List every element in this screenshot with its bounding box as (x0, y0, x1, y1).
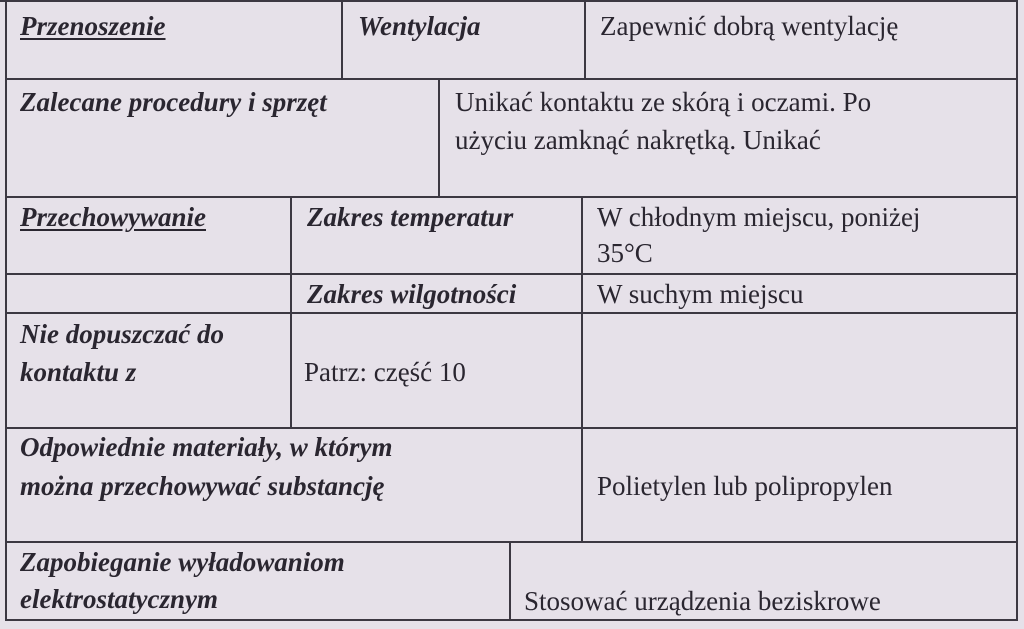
table-border (5, 78, 1018, 80)
wentylacja-label: Wentylacja (358, 11, 481, 41)
table-border (290, 196, 292, 429)
table-border (5, 619, 1018, 621)
table-border (509, 541, 511, 621)
table-border (584, 0, 586, 80)
kontakt-value: Patrz: część 10 (304, 357, 466, 387)
table-border (5, 0, 7, 621)
zalecane-label: Zalecane procedury i sprzęt (20, 87, 327, 117)
materialy-value: Polietylen lub polipropylen (597, 471, 893, 501)
table-border (341, 0, 343, 80)
wyladowania-label-line1: Zapobieganie wyładowaniom (20, 547, 345, 577)
table-border (5, 541, 1018, 543)
temperatur-value-line2: 35°C (597, 238, 653, 268)
wyladowania-label-line2: elektrostatycznym (20, 584, 218, 614)
table-border (5, 312, 1018, 314)
table-border (1016, 0, 1018, 621)
wilgotnosci-label: Zakres wilgotności (307, 279, 517, 309)
temperatur-value-line1: W chłodnym miejscu, poniżej (597, 202, 921, 232)
table-border (438, 78, 440, 198)
table-border (5, 273, 1018, 275)
zalecane-value-line2: użyciu zamknąć nakrętką. Unikać (455, 125, 821, 155)
zalecane-value-line1: Unikać kontaktu ze skórą i oczami. Po (455, 87, 872, 117)
kontakt-label-line1: Nie dopuszczać do (20, 319, 224, 349)
przenoszenie-label: Przenoszenie (20, 11, 166, 41)
temperatur-label: Zakres temperatur (307, 202, 514, 232)
table-border (0, 0, 1018, 2)
wentylacja-value: Zapewnić dobrą wentylację (600, 11, 899, 41)
table-border (581, 196, 583, 543)
materialy-label-line2: można przechowywać substancję (20, 471, 385, 501)
materialy-label-line1: Odpowiednie materiały, w którym (20, 432, 393, 462)
wyladowania-value: Stosować urządzenia beziskrowe (524, 586, 881, 616)
table-border (5, 196, 1018, 198)
wilgotnosci-value: W suchym miejscu (597, 279, 804, 309)
przechowywanie-label: Przechowywanie (20, 202, 206, 232)
kontakt-label-line2: kontaktu z (20, 357, 137, 387)
